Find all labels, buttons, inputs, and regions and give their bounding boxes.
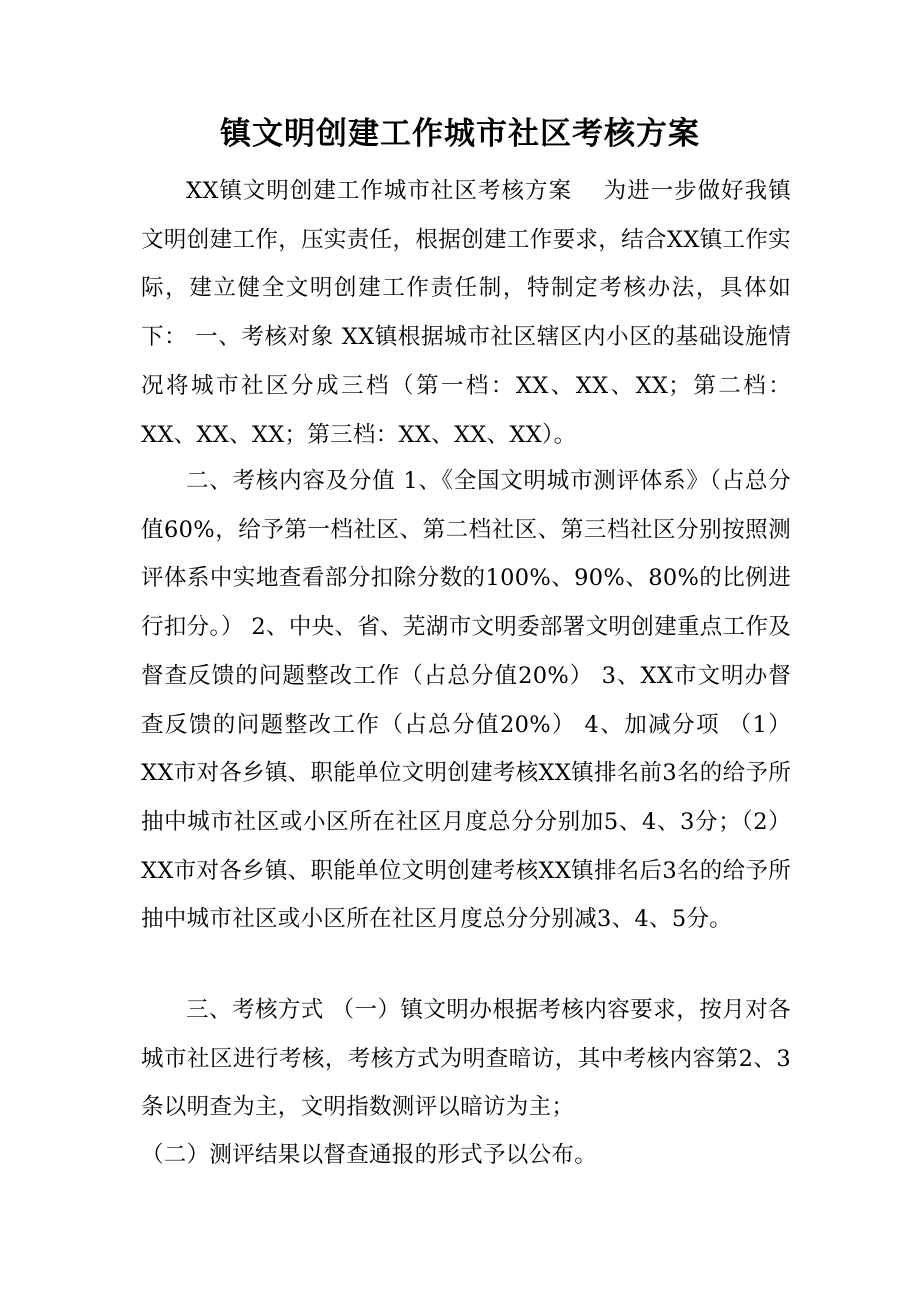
paragraph-assessment-content: 二、考核内容及分值 1、《全国文明城市测评体系》（占总分值60%，给予第一档社区、第二档社区、第三档社区分别按照测评体系中实地查看部分扣除分数的100%、90%、80%的比例进行扣分。） 2、中央、省、芜湖市文明委部署文明创建重点工作及督查反馈的问题整改工作（占总分值20%） 3、XX市文明办督查反馈的问题整改工作（占总分值20%） 4、加减分项 （1）XX市对各乡镇、职能单位文明创建考核XX镇排名前3名的给予所抽中城市社区或小区所在社区月度总分分别加5、4、3分；（2）XX市对各乡镇、职能单位文明创建考核XX镇排名后3名的给予所抽中城市社区或小区所在社区月度总分分别减3、4、5分。 xyxy=(141,468,791,933)
paragraph-result-publication: （二）测评结果以督查通报的形式予以公布。 xyxy=(141,1142,598,1168)
document-title: 镇文明创建工作城市社区考核方案 xyxy=(220,116,700,152)
paragraph-assessment-method: 三、考核方式 （一）镇文明办根据考核内容要求，按月对各城市社区进行考核，考核方式为明查暗访，其中考核内容第2、3条以明查为主，文明指数测评以暗访为主； xyxy=(141,997,791,1121)
paragraph-assessment-target: XX镇文明创建工作城市社区考核方案 为进一步做好我镇文明创建工作，压实责任，根据创建工作要求，结合XX镇工作实际，建立健全文明创建工作责任制，特制定考核办法，具体如下： 一、考核对象 XX镇根据城市社区辖区内小区的基础设施情况将城市社区分成三档（第一档：XX、XX、XX；第二档：XX、XX、XX；第三档：XX、XX、XX）。 xyxy=(141,178,791,448)
